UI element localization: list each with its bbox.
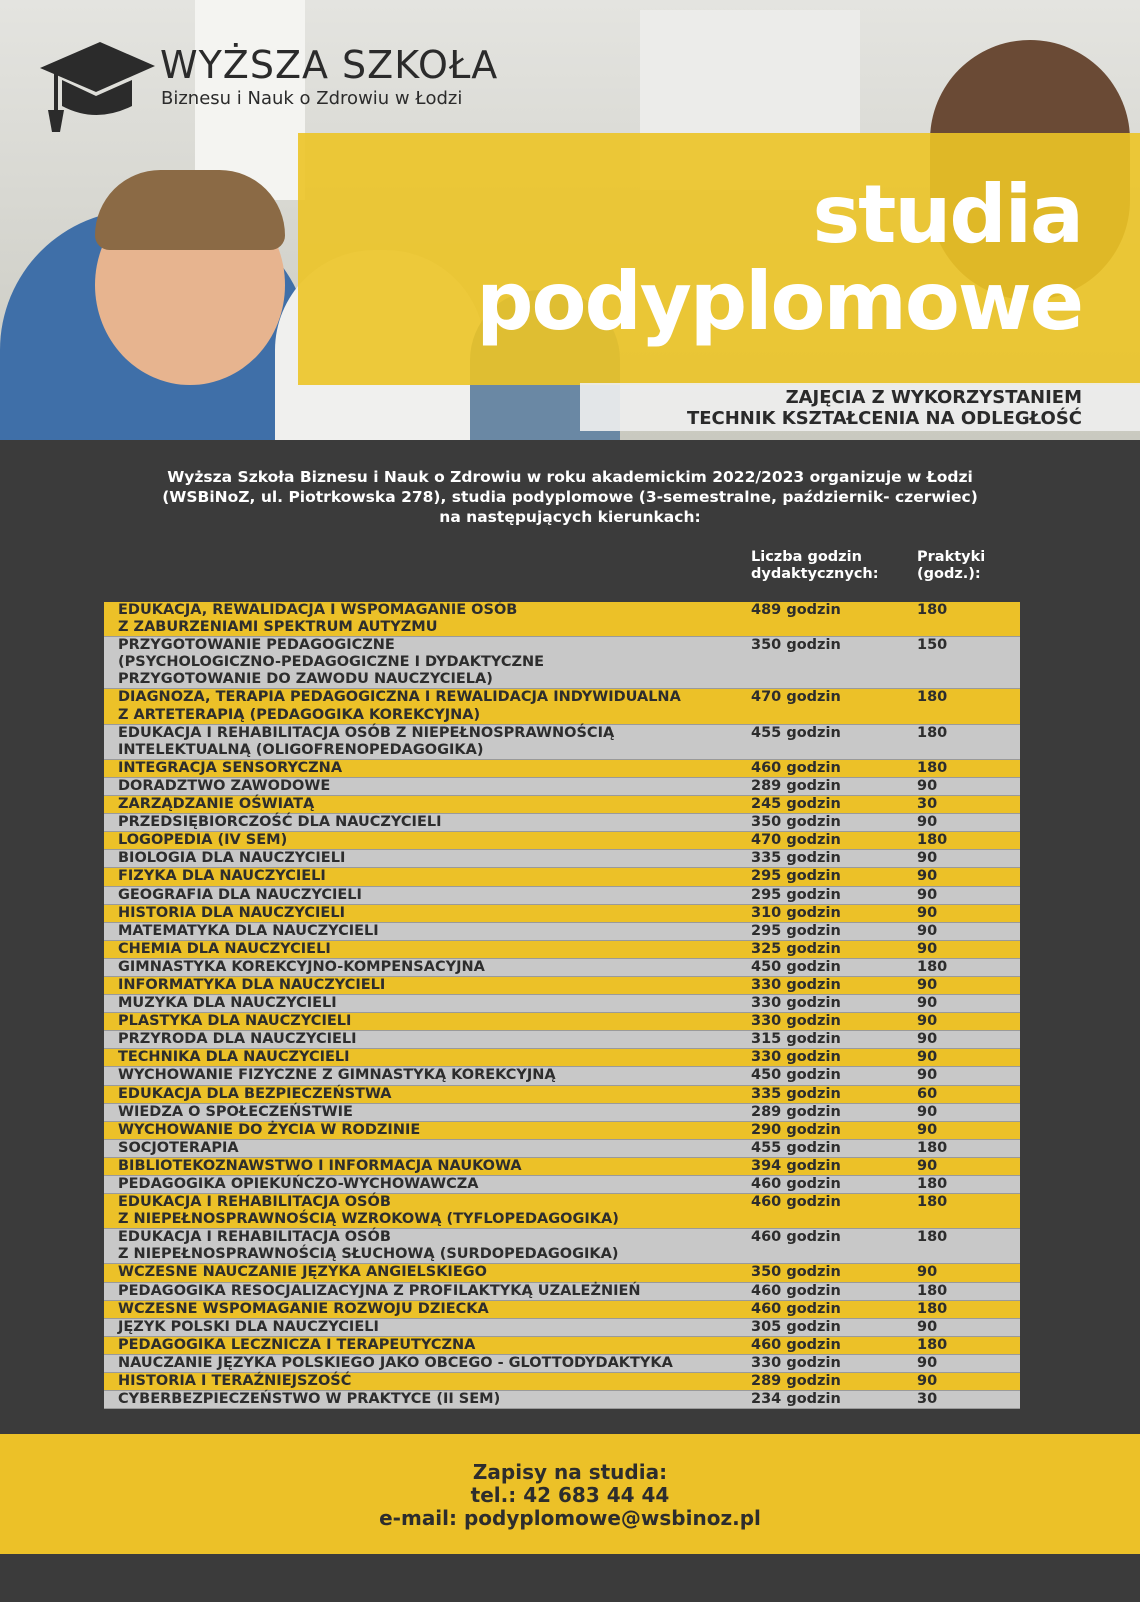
program-name: LOGOPEDIA (IV SEM)	[118, 832, 288, 849]
school-subtitle: Biznesu i Nauk o Zdrowiu w Łodzi	[161, 88, 463, 109]
title-studia: studia	[812, 168, 1082, 261]
table-row	[104, 959, 1020, 977]
table-row	[104, 602, 1020, 637]
table-row	[104, 1373, 1020, 1391]
program-name: GIMNASTYKA KOREKCYJNO-KOMPENSACYJNA	[118, 958, 485, 975]
table-row	[104, 1067, 1020, 1085]
program-hours: 330 godzin	[751, 1013, 841, 1030]
program-name: PLASTYKA DLA NAUCZYCIELI	[118, 1013, 352, 1030]
program-name: EDUKACJA DLA BEZPIECZEŃSTWA	[118, 1085, 392, 1102]
program-name: ZARZĄDZANIE OŚWIATĄ	[118, 796, 315, 813]
program-hours: 455 godzin	[751, 1139, 841, 1156]
program-name: PRZYRODA DLA NAUCZYCIELI	[118, 1031, 357, 1048]
table-row	[104, 1031, 1020, 1049]
program-name: WIEDZA O SPOŁECZEŃSTWIE	[118, 1103, 353, 1120]
program-name: HISTORIA I TERAŹNIEJSZOŚĆ	[118, 1373, 352, 1390]
table-row	[104, 1176, 1020, 1194]
program-name: WCZESNE NAUCZANIE JĘZYKA ANGIELSKIEGO	[118, 1264, 487, 1281]
table-row	[104, 1158, 1020, 1176]
table-row	[104, 1229, 1020, 1264]
program-practice-hours: 180	[917, 1176, 948, 1192]
program-hours: 289 godzin	[751, 1103, 841, 1120]
program-name: BIOLOGIA DLA NAUCZYCIELI	[118, 850, 346, 867]
program-practice-hours: 90	[917, 1013, 938, 1030]
boy-left-hair	[95, 170, 285, 250]
program-hours: 330 godzin	[751, 1049, 841, 1066]
program-hours: 315 godzin	[751, 1031, 841, 1048]
program-practice-hours: 180	[917, 832, 948, 849]
hero-photo	[0, 0, 1140, 440]
table-row	[104, 760, 1020, 778]
banner-line-1: ZAJĘCIA Z WYKORZYSTANIEM	[785, 387, 1082, 408]
table-row	[104, 977, 1020, 995]
program-hours: 350 godzin	[751, 814, 841, 831]
program-name: DIAGNOZA, TERAPIA PEDAGOGICZNA I REWALIDACJA INDYWIDUALNA Z ARTETERAPIĄ (PEDAGOGIKA KOREKCYJNA)	[118, 689, 681, 723]
table-row	[104, 887, 1020, 905]
program-practice-hours: 90	[917, 1049, 938, 1066]
table-row	[104, 1122, 1020, 1140]
program-name: TECHNIKA DLA NAUCZYCIELI	[118, 1049, 350, 1066]
table-row	[104, 1086, 1020, 1104]
program-hours: 350 godzin	[751, 1264, 841, 1281]
column-header-practice	[917, 549, 985, 583]
intro-text	[130, 467, 1010, 527]
program-practice-hours: 90	[917, 1031, 938, 1048]
program-hours: 455 godzin	[751, 724, 841, 741]
program-practice-hours: 90	[917, 1264, 938, 1281]
program-practice-hours: 150	[917, 637, 948, 654]
table-row	[104, 1301, 1020, 1319]
program-practice-hours: 90	[917, 868, 938, 885]
program-practice-hours: 90	[917, 904, 938, 921]
program-hours: 295 godzin	[751, 922, 841, 939]
program-name: BIBLIOTEKOZNAWSTWO I INFORMACJA NAUKOWA	[118, 1157, 522, 1174]
program-practice-hours: 90	[917, 1373, 938, 1390]
banner-line-2: TECHNIK KSZTAŁCENIA NA ODLEGŁOŚĆ	[686, 408, 1082, 429]
program-practice-hours: 90	[917, 940, 938, 957]
table-row	[104, 995, 1020, 1013]
program-practice-hours: 90	[917, 1354, 938, 1371]
table-row	[104, 1140, 1020, 1158]
column-header-hours-line2: dydaktycznych:	[751, 566, 879, 582]
program-name: EDUKACJA, REWALIDACJA I WSPOMAGANIE OSÓB Z ZABURZENIAMI SPEKTRUM AUTYZMU	[118, 602, 518, 636]
school-name: WYŻSZA SZKOŁA	[160, 43, 499, 87]
program-hours: 330 godzin	[751, 995, 841, 1012]
program-name: JĘZYK POLSKI DLA NAUCZYCIELI	[118, 1318, 379, 1335]
program-hours: 289 godzin	[751, 777, 841, 794]
table-row	[104, 1283, 1020, 1301]
program-practice-hours: 180	[917, 724, 948, 741]
column-header-practice-line1: Praktyki	[917, 549, 986, 565]
intro-line-2: (WSBiNoZ, ul. Piotrkowska 278), studia podyplomowe (3-semestralne, październik- czerwiec)	[162, 488, 978, 506]
program-practice-hours: 180	[917, 1194, 948, 1211]
intro-line-1: Wyższa Szkoła Biznesu i Nauk o Zdrowiu w roku akademickim 2022/2023 organizuje w Łodzi	[167, 468, 973, 486]
program-hours: 460 godzin	[751, 759, 841, 776]
enrollment-footer	[0, 1434, 1140, 1554]
program-name: FIZYKA DLA NAUCZYCIELI	[118, 868, 326, 885]
program-name: PRZYGOTOWANIE PEDAGOGICZNE (PSYCHOLOGICZNO-PEDAGOGICZNE I DYDAKTYCZNE PRZYGOTOWANIE DO ZAWODU NAUCZYCIELA)	[118, 637, 545, 688]
table-row	[104, 868, 1020, 886]
program-practice-hours: 180	[917, 958, 948, 975]
table-row	[104, 1337, 1020, 1355]
table-row	[104, 1264, 1020, 1282]
program-hours: 460 godzin	[751, 1194, 841, 1211]
table-row	[104, 796, 1020, 814]
program-practice-hours: 90	[917, 1318, 938, 1335]
enrollment-heading: Zapisy na studia:	[472, 1460, 668, 1484]
table-row	[104, 1013, 1020, 1031]
enrollment-phone: tel.: 42 683 44 44	[470, 1483, 670, 1507]
program-practice-hours: 180	[917, 759, 948, 776]
program-hours: 330 godzin	[751, 1354, 841, 1371]
program-name: MUZYKA DLA NAUCZYCIELI	[118, 995, 337, 1012]
program-practice-hours: 180	[917, 1139, 948, 1156]
school-logo	[40, 40, 520, 136]
program-hours: 394 godzin	[751, 1157, 841, 1174]
table-row	[104, 1355, 1020, 1373]
table-row	[104, 1319, 1020, 1337]
table-row	[104, 905, 1020, 923]
column-header-hours-line1: Liczba godzin	[751, 549, 862, 565]
table-row	[104, 725, 1020, 760]
table-row	[104, 832, 1020, 850]
program-name: GEOGRAFIA DLA NAUCZYCIELI	[118, 886, 362, 903]
program-practice-hours: 180	[917, 1229, 948, 1246]
program-hours: 335 godzin	[751, 1085, 841, 1102]
program-practice-hours: 90	[917, 850, 938, 867]
program-hours: 290 godzin	[751, 1121, 841, 1138]
program-name: WYCHOWANIE FIZYCZNE Z GIMNASTYKĄ KOREKCYJNĄ	[118, 1067, 556, 1084]
program-practice-hours: 90	[917, 1067, 938, 1084]
program-practice-hours: 90	[917, 976, 938, 993]
program-practice-hours: 90	[917, 777, 938, 794]
program-practice-hours: 90	[917, 1157, 938, 1174]
program-table	[104, 602, 1020, 1409]
table-row	[104, 1194, 1020, 1229]
program-practice-hours: 90	[917, 814, 938, 831]
program-practice-hours: 180	[917, 1300, 948, 1317]
table-row	[104, 941, 1020, 959]
program-hours: 305 godzin	[751, 1318, 841, 1335]
program-hours: 460 godzin	[751, 1229, 841, 1246]
program-hours: 234 godzin	[751, 1391, 841, 1408]
program-name: PEDAGOGIKA RESOCJALIZACYJNA Z PROFILAKTYKĄ UZALEŻNIEŃ	[118, 1282, 641, 1299]
program-hours: 350 godzin	[751, 637, 841, 654]
table-row	[104, 1104, 1020, 1122]
program-practice-hours: 180	[917, 1336, 948, 1353]
program-hours: 295 godzin	[751, 886, 841, 903]
program-hours: 460 godzin	[751, 1176, 841, 1192]
program-hours: 460 godzin	[751, 1300, 841, 1317]
column-header-practice-line2: (godz.):	[917, 566, 981, 582]
program-hours: 335 godzin	[751, 850, 841, 867]
program-hours: 489 godzin	[751, 602, 841, 618]
title-podyplomowe: podyplomowe	[476, 255, 1082, 348]
program-practice-hours: 30	[917, 1391, 938, 1408]
program-hours: 325 godzin	[751, 940, 841, 957]
program-practice-hours: 90	[917, 995, 938, 1012]
program-practice-hours: 90	[917, 1103, 938, 1120]
table-row	[104, 814, 1020, 832]
program-hours: 470 godzin	[751, 832, 841, 849]
table-row	[104, 1391, 1020, 1409]
program-hours: 450 godzin	[751, 958, 841, 975]
program-name: SOCJOTERAPIA	[118, 1139, 239, 1156]
program-name: DORADZTWO ZAWODOWE	[118, 777, 331, 794]
program-name: EDUKACJA I REHABILITACJA OSÓB Z NIEPEŁNOSPRAWNOŚCIĄ INTELEKTUALNĄ (OLIGOFRENOPEDAGOGIKA)	[118, 724, 615, 758]
program-practice-hours: 30	[917, 796, 938, 813]
program-name: PEDAGOGIKA LECZNICZA I TERAPEUTYCZNA	[118, 1336, 476, 1353]
remote-learning-banner	[580, 383, 1140, 431]
program-name: INTEGRACJA SENSORYCZNA	[118, 759, 343, 776]
column-header-hours	[751, 549, 879, 583]
enrollment-email: e-mail: podyplomowe@wsbinoz.pl	[379, 1506, 761, 1530]
program-name: CHEMIA DLA NAUCZYCIELI	[118, 940, 331, 957]
program-hours: 460 godzin	[751, 1282, 841, 1299]
program-name: CYBERBEZPIECZEŃSTWO W PRAKTYCE (II SEM)	[118, 1391, 501, 1408]
program-practice-hours: 180	[917, 602, 948, 618]
program-name: WCZESNE WSPOMAGANIE ROZWOJU DZIECKA	[118, 1300, 489, 1317]
intro-line-3: na następujących kierunkach:	[439, 508, 701, 526]
table-row	[104, 1049, 1020, 1067]
program-practice-hours: 180	[917, 1282, 948, 1299]
program-name: EDUKACJA I REHABILITACJA OSÓB Z NIEPEŁNOSPRAWNOŚCIĄ SŁUCHOWĄ (SURDOPEDAGOGIKA)	[118, 1229, 619, 1263]
program-practice-hours: 90	[917, 922, 938, 939]
program-name: PRZEDSIĘBIORCZOŚĆ DLA NAUCZYCIELI	[118, 814, 442, 831]
table-row	[104, 778, 1020, 796]
program-name: MATEMATYKA DLA NAUCZYCIELI	[118, 922, 379, 939]
program-hours: 310 godzin	[751, 904, 841, 921]
program-practice-hours: 90	[917, 1121, 938, 1138]
program-name: HISTORIA DLA NAUCZYCIELI	[118, 904, 345, 921]
program-name: EDUKACJA I REHABILITACJA OSÓB Z NIEPEŁNOSPRAWNOŚCIĄ WZROKOWĄ (TYFLOPEDAGOGIKA)	[118, 1194, 619, 1228]
program-name: INFORMATYKA DLA NAUCZYCIELI	[118, 976, 386, 993]
program-hours: 470 godzin	[751, 689, 841, 706]
program-hours: 450 godzin	[751, 1067, 841, 1084]
program-name: NAUCZANIE JĘZYKA POLSKIEGO JAKO OBCEGO - GLOTTODYDAKTYKA	[118, 1354, 673, 1371]
program-name: WYCHOWANIE DO ŻYCIA W RODZINIE	[118, 1121, 421, 1138]
table-row	[104, 923, 1020, 941]
program-hours: 289 godzin	[751, 1373, 841, 1390]
table-row	[104, 850, 1020, 868]
program-practice-hours: 90	[917, 886, 938, 903]
program-hours: 330 godzin	[751, 976, 841, 993]
program-hours: 295 godzin	[751, 868, 841, 885]
program-name: PEDAGOGIKA OPIEKUŃCZO-WYCHOWAWCZA	[118, 1176, 479, 1192]
program-hours: 460 godzin	[751, 1336, 841, 1353]
program-practice-hours: 60	[917, 1085, 938, 1102]
program-hours: 245 godzin	[751, 796, 841, 813]
graduation-cap-icon	[40, 40, 155, 135]
program-practice-hours: 180	[917, 689, 948, 706]
table-row	[104, 689, 1020, 724]
table-row	[104, 637, 1020, 689]
